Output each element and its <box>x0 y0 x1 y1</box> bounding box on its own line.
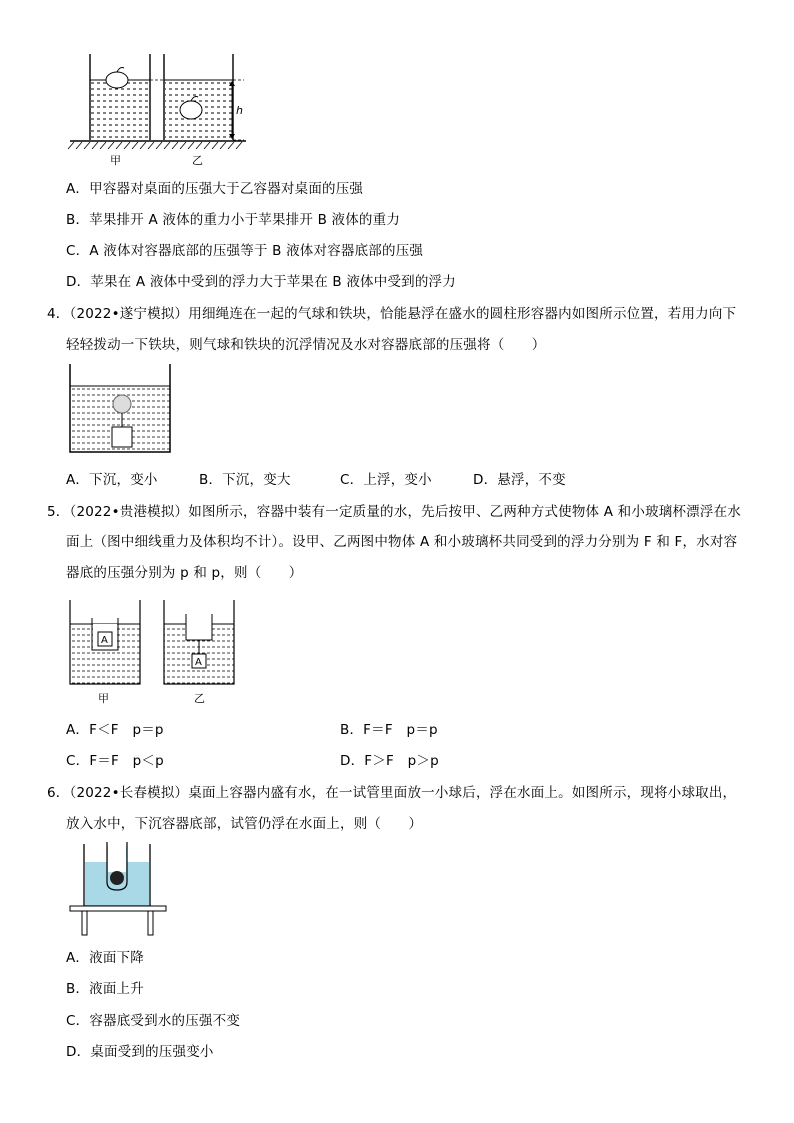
figure-q4-balloon-iron <box>66 362 176 456</box>
figure-q5-glass-cups <box>66 596 246 706</box>
q5-option-b: B．F＝F p＝p <box>340 722 438 738</box>
q6-stem-line1: 6．（2022•长春模拟）桌面上容器内盛有水，在一试管里面放一小球后，浮在水面上。如图所示，现将小球取出， <box>47 785 737 801</box>
figure-q3-containers <box>66 50 256 170</box>
q6-stem-line2: 放入水中，下沉容器底部，试管仍浮在水面上，则（ ） <box>66 816 423 832</box>
q4-stem-line2: 轻轻拨动一下铁块，则气球和铁块的沉浮情况及水对容器底部的压强将（ ） <box>66 337 546 353</box>
q5-option-d: D．F＞F p＞p <box>340 753 439 769</box>
figure-q6-test-tube <box>66 840 172 938</box>
block-a-right: A <box>195 657 202 668</box>
q3-option-d: D．苹果在 A 液体中受到的浮力大于苹果在 B 液体中受到的浮力 <box>66 274 456 290</box>
q5-stem-line3: 器底的压强分别为 p 和 p，则（ ） <box>66 565 303 581</box>
q3-option-c: C．A 液体对容器底部的压强等于 B 液体对容器底部的压强 <box>66 243 424 259</box>
q5-option-c: C．F＝F p＜p <box>66 753 164 769</box>
q6-option-b: B．液面上升 <box>66 981 144 997</box>
label-jia: 甲 <box>110 154 121 167</box>
q4-option-c: C．上浮，变小 <box>340 472 432 488</box>
q6-option-a: A．液面下降 <box>66 950 144 966</box>
q4-option-a: A．下沉，变小 <box>66 472 158 488</box>
q5-option-a: A．F＜F p＝p <box>66 722 164 738</box>
label-yi: 乙 <box>192 154 203 167</box>
label-yi-q5: 乙 <box>194 692 205 705</box>
q5-stem-line2: 面上（图中细线重力及体积均不计）。设甲、乙两图中物体 A 和小玻璃杯共同受到的浮力分别为 F 和 F，水对容 <box>66 534 738 550</box>
q6-option-d: D．桌面受到的压强变小 <box>66 1044 214 1060</box>
label-jia-q5: 甲 <box>98 692 109 705</box>
q4-stem-line1: 4．（2022•遂宁模拟）用细绳连在一起的气球和铁块，恰能悬浮在盛水的圆柱形容器内如图所示位置，若用力向下 <box>47 306 737 322</box>
block-a-left: A <box>101 635 108 646</box>
q5-stem-line1: 5．（2022•贵港模拟）如图所示，容器中装有一定质量的水，先后按甲、乙两种方式使物体 A 和小玻璃杯漂浮在水 <box>47 504 741 520</box>
q4-option-d: D．悬浮，不变 <box>473 472 566 488</box>
q6-option-c: C．容器底受到水的压强不变 <box>66 1013 241 1029</box>
q3-option-b: B．苹果排开 A 液体的重力小于苹果排开 B 液体的重力 <box>66 212 401 228</box>
height-label: h <box>236 104 243 117</box>
q4-option-b: B．下沉，变大 <box>199 472 291 488</box>
q3-option-a: A．甲容器对桌面的压强大于乙容器对桌面的压强 <box>66 181 364 197</box>
